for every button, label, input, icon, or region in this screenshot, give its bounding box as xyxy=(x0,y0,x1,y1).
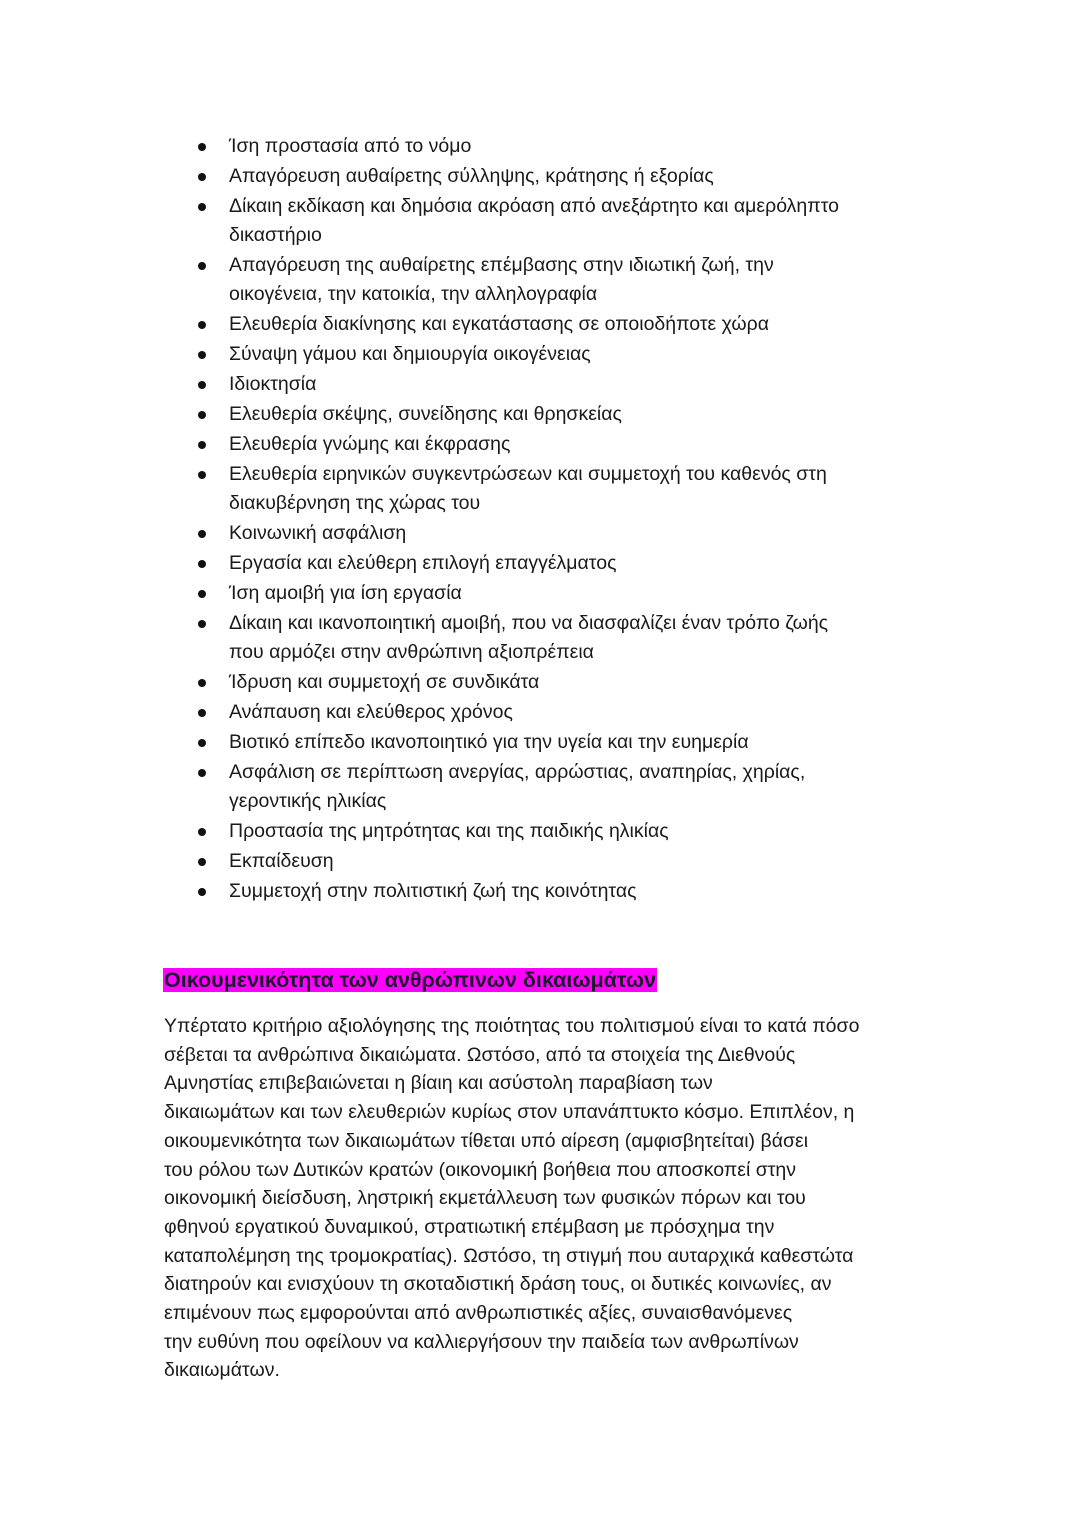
rights-list-item-line: γεροντικής ηλικίας xyxy=(229,790,387,812)
rights-list-item-line: Απαγόρευση της αυθαίρετης επέμβασης στην ιδιωτική ζωή, την xyxy=(229,254,774,276)
rights-list-item xyxy=(164,668,924,697)
rights-list-item xyxy=(164,549,924,578)
rights-list-item-line: Δίκαιη εκδίκαση και δημόσια ακρόαση από ανεξάρτητο και αμερόληπτο xyxy=(229,195,839,217)
paragraph-line: διατηρούν και ενισχύουν τη σκοταδιστική δράση τους, οι δυτικές κοινωνίες, αν xyxy=(164,1273,832,1296)
paragraph-line: σέβεται τα ανθρώπινα δικαιώματα. Ωστόσο, από τα στοιχεία της Διεθνούς xyxy=(164,1043,796,1066)
paragraph-line: καταπολέμηση της τρομοκρατίας). Ωστόσο, τη στιγμή που αυταρχικά καθεστώτα xyxy=(164,1244,854,1267)
rights-list-item xyxy=(164,877,924,906)
rights-list-item-line: Εργασία και ελεύθερη επιλογή επαγγέλματος xyxy=(229,552,617,574)
rights-list-item-line: Προστασία της μητρότητας και της παιδικής ηλικίας xyxy=(229,820,669,842)
paragraph-line: δικαιωμάτων και των ελευθεριών κυρίως στον υπανάπτυκτο κόσμο. Επιπλέον, η xyxy=(164,1101,855,1124)
rights-list-item xyxy=(164,340,924,369)
rights-list-item-line: διακυβέρνηση της χώρας του xyxy=(229,492,481,514)
paragraph-line: του ρόλου των Δυτικών κρατών (οικονομική βοήθεια που αποσκοπεί στην xyxy=(164,1158,797,1181)
section-heading xyxy=(163,964,657,996)
paragraph-line: επιμένουν πως εμφορούνται από ανθρωπιστικές αξίες, συναισθανόμενες xyxy=(164,1302,793,1325)
paragraph-line: Υπέρτατο κριτήριο αξιολόγησης της ποιότητας του πολιτισμού είναι το κατά πόσο xyxy=(164,1015,860,1037)
rights-list-item-line: Ανάπαυση και ελεύθερος χρόνος xyxy=(229,701,513,723)
rights-list-item xyxy=(164,609,924,667)
rights-list-item-line: Σύναψη γάμου και δημιουργία οικογένειας xyxy=(229,343,591,365)
rights-list-item-line: οικογένεια, την κατοικία, την αλληλογραφία xyxy=(229,283,598,305)
section-paragraph xyxy=(164,1012,924,1385)
rights-list-item xyxy=(164,162,924,191)
rights-list-item xyxy=(164,460,924,518)
rights-list-item xyxy=(164,519,924,548)
rights-list-item-line: Ελευθερία διακίνησης και εγκατάστασης σε οποιοδήποτε χώρα xyxy=(229,313,769,335)
rights-bullet-list xyxy=(164,132,924,907)
rights-list-item-line: δικαστήριο xyxy=(229,224,322,246)
rights-list-item xyxy=(164,192,924,250)
rights-list-item-line: Ελευθερία ειρηνικών συγκεντρώσεων και συμμετοχή του καθενός στη xyxy=(229,463,827,485)
rights-list-item xyxy=(164,400,924,429)
paragraph-line: οικονομική διείσδυση, ληστρική εκμετάλλευση των φυσικών πόρων και του xyxy=(164,1187,806,1210)
paragraph-line: την ευθύνη που οφείλουν να καλλιεργήσουν την παιδεία των ανθρωπίνων xyxy=(164,1330,799,1353)
rights-list-item xyxy=(164,579,924,608)
rights-list-item-line: Ίση αμοιβή για ίση εργασία xyxy=(229,582,462,604)
paragraph-line: οικουμενικότητα των δικαιωμάτων τίθεται υπό αίρεση (αμφισβητείται) βάσει xyxy=(164,1129,809,1152)
rights-list-item-line: Κοινωνική ασφάλιση xyxy=(229,522,407,544)
rights-list-item-line: Ελευθερία γνώμης και έκφρασης xyxy=(229,433,511,455)
rights-list-item xyxy=(164,132,924,161)
rights-list-item xyxy=(164,758,924,816)
rights-list-item-line: Ασφάλιση σε περίπτωση ανεργίας, αρρώστιας, αναπηρίας, χηρίας, xyxy=(229,761,806,783)
rights-list-item-line: που αρμόζει στην ανθρώπινη αξιοπρέπεια xyxy=(229,641,594,663)
paragraph-line: Αμνηστίας επιβεβαιώνεται η βίαιη και ασύστολη παραβίαση των xyxy=(164,1072,713,1095)
rights-list-item xyxy=(164,698,924,727)
paragraph-line: φθηνού εργατικού δυναμικού, στρατιωτική επέμβαση με πρόσχημα την xyxy=(164,1215,775,1238)
rights-list-item-line: Συμμετοχή στην πολιτιστική ζωή της κοινότητας xyxy=(229,880,637,902)
rights-list-item-line: Ίση προστασία από το νόμο xyxy=(229,135,472,157)
rights-list-item-line: Ελευθερία σκέψης, συνείδησης και θρησκείας xyxy=(229,403,622,425)
rights-list-item-line: Απαγόρευση αυθαίρετης σύλληψης, κράτησης ή εξορίας xyxy=(229,165,714,187)
rights-list-item-line: Δίκαιη και ικανοποιητική αμοιβή, που να διασφαλίζει έναν τρόπο ζωής xyxy=(229,612,829,634)
rights-list-item xyxy=(164,817,924,846)
rights-list-item xyxy=(164,728,924,757)
rights-list-item-line: Ίδρυση και συμμετοχή σε συνδικάτα xyxy=(229,671,540,693)
rights-list-item xyxy=(164,251,924,309)
rights-list-item-line: Εκπαίδευση xyxy=(229,850,334,872)
paragraph-line: δικαιωμάτων. xyxy=(164,1359,280,1382)
highlighted-heading-text: Οικουμενικότητα των ανθρώπινων δικαιωμάτων xyxy=(164,968,656,992)
rights-list-item xyxy=(164,430,924,459)
rights-list-item-line: Ιδιοκτησία xyxy=(229,373,317,395)
rights-list-item xyxy=(164,310,924,339)
rights-list-item xyxy=(164,847,924,876)
rights-list-item-line: Βιοτικό επίπεδο ικανοποιητικό για την υγεία και την ευημερία xyxy=(229,731,749,753)
rights-list-item xyxy=(164,370,924,399)
